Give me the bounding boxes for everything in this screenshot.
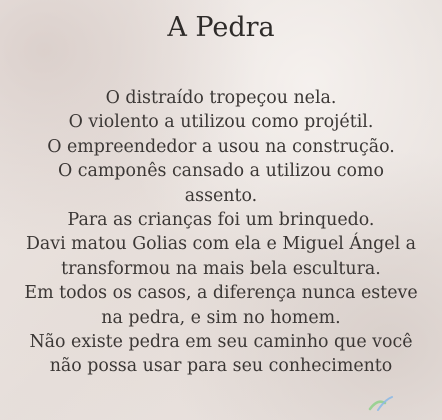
poem-body bbox=[4, 86, 438, 379]
poem-line: O distraído tropeçou nela. bbox=[105, 88, 337, 108]
poem-line: Para as crianças foi um brinquedo. bbox=[67, 210, 375, 231]
poem-line: O camponês cansado a utilizou como bbox=[58, 161, 384, 182]
poem-title: A Pedra bbox=[167, 12, 275, 43]
poem-line: Não existe pedra em seu caminho que você bbox=[29, 332, 413, 353]
poem-line: na pedra, e sim no homem. bbox=[101, 307, 341, 328]
poem-line: transformou na mais bela escultura. bbox=[61, 258, 381, 279]
brush-mark-icon bbox=[368, 394, 394, 412]
poem-line: O violento a utilizou como projétil. bbox=[68, 112, 374, 133]
poem-line: O empreendedor a usou na construção. bbox=[47, 136, 395, 157]
poem-line: assento. bbox=[184, 185, 258, 206]
poem-line: não possa usar para seu conhecimento bbox=[49, 356, 393, 377]
poem-line: Em todos os casos, a diferença nunca esteve bbox=[24, 283, 418, 304]
poem-line: Davi matou Golias com ela e Miguel Ángel a bbox=[25, 234, 417, 255]
